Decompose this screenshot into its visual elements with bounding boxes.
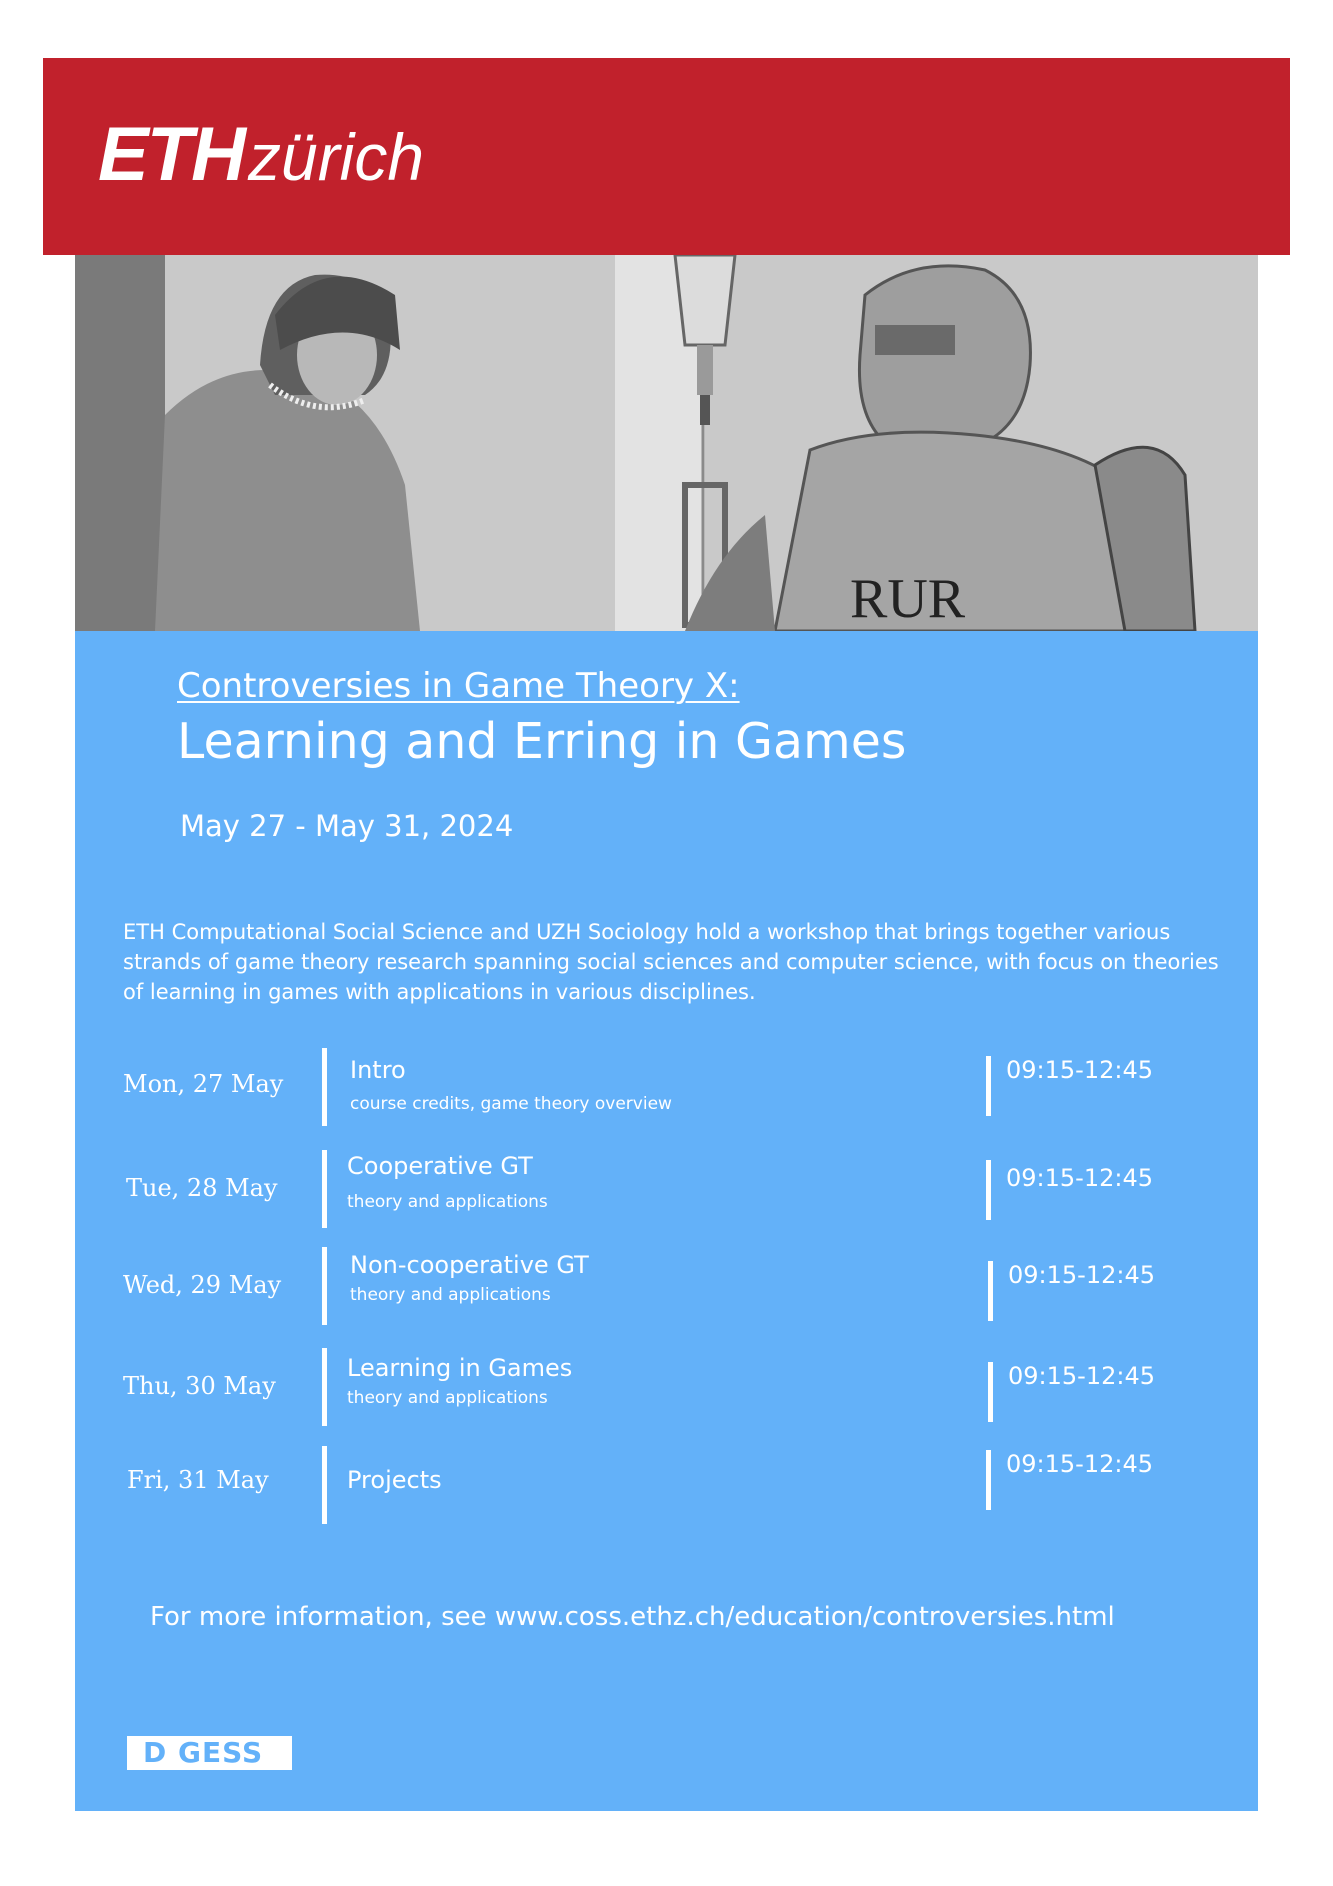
schedule-subtitle: theory and applications (347, 1388, 548, 1408)
schedule-title: Intro (350, 1056, 406, 1084)
series-title: Controversies in Game Theory X: (177, 666, 740, 706)
schedule-row (75, 1446, 1258, 1526)
schedule-day: Fri, 31 May (127, 1466, 269, 1494)
svg-text:RUR: RUR (850, 568, 966, 630)
schedule-row (75, 1247, 1258, 1327)
schedule-title: Projects (347, 1466, 442, 1494)
event-title: Learning and Erring in Games (177, 713, 907, 770)
schedule-title: Cooperative GT (347, 1152, 533, 1180)
more-info-link[interactable]: For more information, see www.coss.ethz.ch/education/controversies.html (150, 1602, 1115, 1632)
event-dates: May 27 - May 31, 2024 (180, 809, 514, 843)
svg-text:ETH: ETH (98, 112, 244, 190)
hero-photo (75, 255, 1258, 631)
time-divider (988, 1261, 993, 1321)
svg-text:zürich: zürich (248, 120, 425, 190)
schedule-time: 09:15-12:45 (1006, 1164, 1153, 1192)
schedule-row (75, 1048, 1258, 1128)
schedule-day: Tue, 28 May (126, 1174, 278, 1202)
eth-zurich-logo (98, 110, 518, 190)
schedule-time: 09:15-12:45 (1008, 1362, 1155, 1390)
schedule-time: 09:15-12:45 (1006, 1056, 1153, 1084)
schedule-subtitle: theory and applications (350, 1285, 551, 1305)
time-divider (986, 1450, 991, 1510)
schedule-title: Non-cooperative GT (350, 1251, 589, 1279)
schedule-row (75, 1150, 1258, 1230)
schedule-day: Wed, 29 May (123, 1271, 282, 1299)
schedule-day: Mon, 27 May (123, 1070, 284, 1098)
schedule-title: Learning in Games (347, 1354, 573, 1382)
schedule-divider (322, 1150, 327, 1228)
schedule-time: 09:15-12:45 (1008, 1261, 1155, 1289)
time-divider (986, 1160, 991, 1220)
schedule-divider (322, 1048, 327, 1126)
schedule-divider (322, 1348, 327, 1426)
schedule-subtitle: course credits, game theory overview (350, 1094, 672, 1114)
schedule-day: Thu, 30 May (123, 1372, 276, 1400)
vintage-photo-woman-and-robot-icon (75, 255, 1258, 631)
event-description: ETH Computational Social Science and UZH Sociology hold a workshop that brings together various strands of game theory research spanning social sciences and computer science, with focus on theories of learning in games with applications in various disciplines. (123, 920, 1219, 1004)
schedule-time: 09:15-12:45 (1006, 1450, 1153, 1478)
schedule-subtitle: theory and applications (347, 1192, 548, 1212)
event-panel (75, 631, 1258, 1811)
time-divider (986, 1056, 991, 1116)
schedule-divider (322, 1446, 327, 1524)
schedule-row (75, 1348, 1258, 1428)
time-divider (988, 1362, 993, 1422)
dgess-logo: D GESS (127, 1736, 292, 1770)
header-bar (43, 58, 1290, 255)
schedule-divider (322, 1247, 327, 1325)
